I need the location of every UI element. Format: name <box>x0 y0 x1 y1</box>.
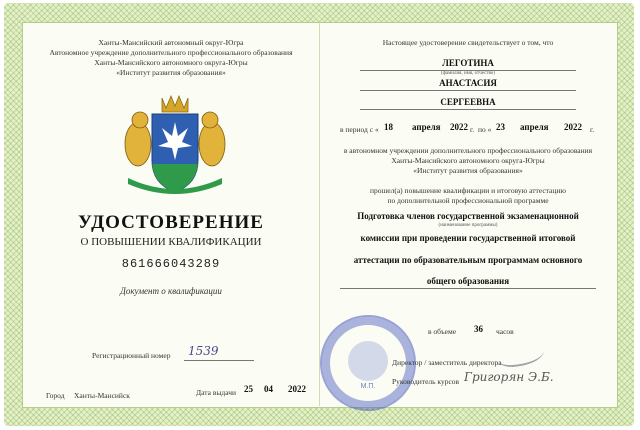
city-value: Ханты-Мансийск <box>74 391 130 400</box>
intro-text: Настоящее удостоверение свидетельствует о том, что <box>382 38 554 47</box>
period-to-month: апреля <box>520 122 549 132</box>
name-line <box>360 90 576 91</box>
period-from-year: 2022 <box>450 122 468 132</box>
holder-name: АНАСТАСИЯ <box>439 78 497 88</box>
period-to-day: 23 <box>496 122 505 132</box>
period-from-year-suffix: г. <box>470 125 475 134</box>
program-line-1: Подготовка членов государственной экзаменационной <box>357 211 579 221</box>
passed-line-1: прошел(а) повышение квалификации и итоговую аттестацию <box>370 186 566 195</box>
period-from-month: апреля <box>412 122 441 132</box>
passed-line-2: по дополнительной профессиональной программе <box>387 196 549 205</box>
institution-line-3: «Институт развития образования» <box>413 166 523 175</box>
issue-date-day: 25 <box>244 384 253 394</box>
holder-name-caption: (фамилия, имя, отчество) <box>441 71 495 76</box>
issuer-region-genitive: Ханты-Мансийского автономного округа-Югры <box>94 58 248 67</box>
issue-date-month: 04 <box>264 384 273 394</box>
reg-number-label: Регистрационный номер <box>92 351 171 360</box>
issue-date-year: 2022 <box>288 384 306 394</box>
institution-line-2: Ханты-Мансийского автономного округа-Югры <box>391 156 545 165</box>
issuer-institution: Автономное учреждение дополнительного профессионального образования <box>49 48 293 57</box>
program-line-3: аттестации по образовательным программам основного <box>353 255 583 265</box>
institution-line-1: в автономном учреждении дополнительного профессионального образования <box>343 146 593 155</box>
patronymic-line <box>360 109 576 110</box>
program-line-4: общего образования <box>426 276 510 286</box>
volume-prefix: в объеме <box>428 327 457 336</box>
period-from-day: 18 <box>384 122 393 132</box>
holder-surname: ЛЕГОТИНА <box>442 58 494 68</box>
stamp-emblem <box>348 341 388 381</box>
reg-number-value: 1539 <box>188 344 219 358</box>
document-type-label: Документ о квалификации <box>120 286 222 296</box>
reg-number-line <box>184 360 254 361</box>
course-head-label: Руководитель курсов <box>392 377 460 386</box>
issue-date-label: Дата выдачи <box>196 388 237 397</box>
course-head-signature: Григорян Э.Б. <box>464 370 554 384</box>
program-caption: (наименование программы) <box>438 223 498 228</box>
city-label: Город <box>46 391 65 400</box>
period-prefix: в период с « <box>340 125 379 134</box>
holder-patronymic: СЕРГЕЕВНА <box>440 97 496 107</box>
issuer-region: Ханты-Мансийский автономный округ-Югра <box>98 38 244 47</box>
director-label: Директор / заместитель директора <box>392 358 502 367</box>
volume-hours: 36 <box>474 324 483 334</box>
period-to-label: по « <box>478 125 492 134</box>
volume-unit: часов <box>496 327 514 336</box>
coat-of-arms-emblem <box>118 92 232 200</box>
program-underline <box>340 288 596 289</box>
program-line-2: комиссии при проведении государственной итоговой <box>360 233 576 243</box>
issuer-name: «Институт развития образования» <box>116 68 226 77</box>
period-to-year-suffix: г. <box>590 125 595 134</box>
document-title: УДОСТОВЕРЕНИЕ <box>78 212 264 233</box>
period-to-year: 2022 <box>564 122 582 132</box>
document-subtitle: О ПОВЫШЕНИИ КВАЛИФИКАЦИИ <box>80 236 262 248</box>
stamp-mp-label: М.П. <box>360 383 376 390</box>
serial-number: 861666043289 <box>121 257 221 271</box>
